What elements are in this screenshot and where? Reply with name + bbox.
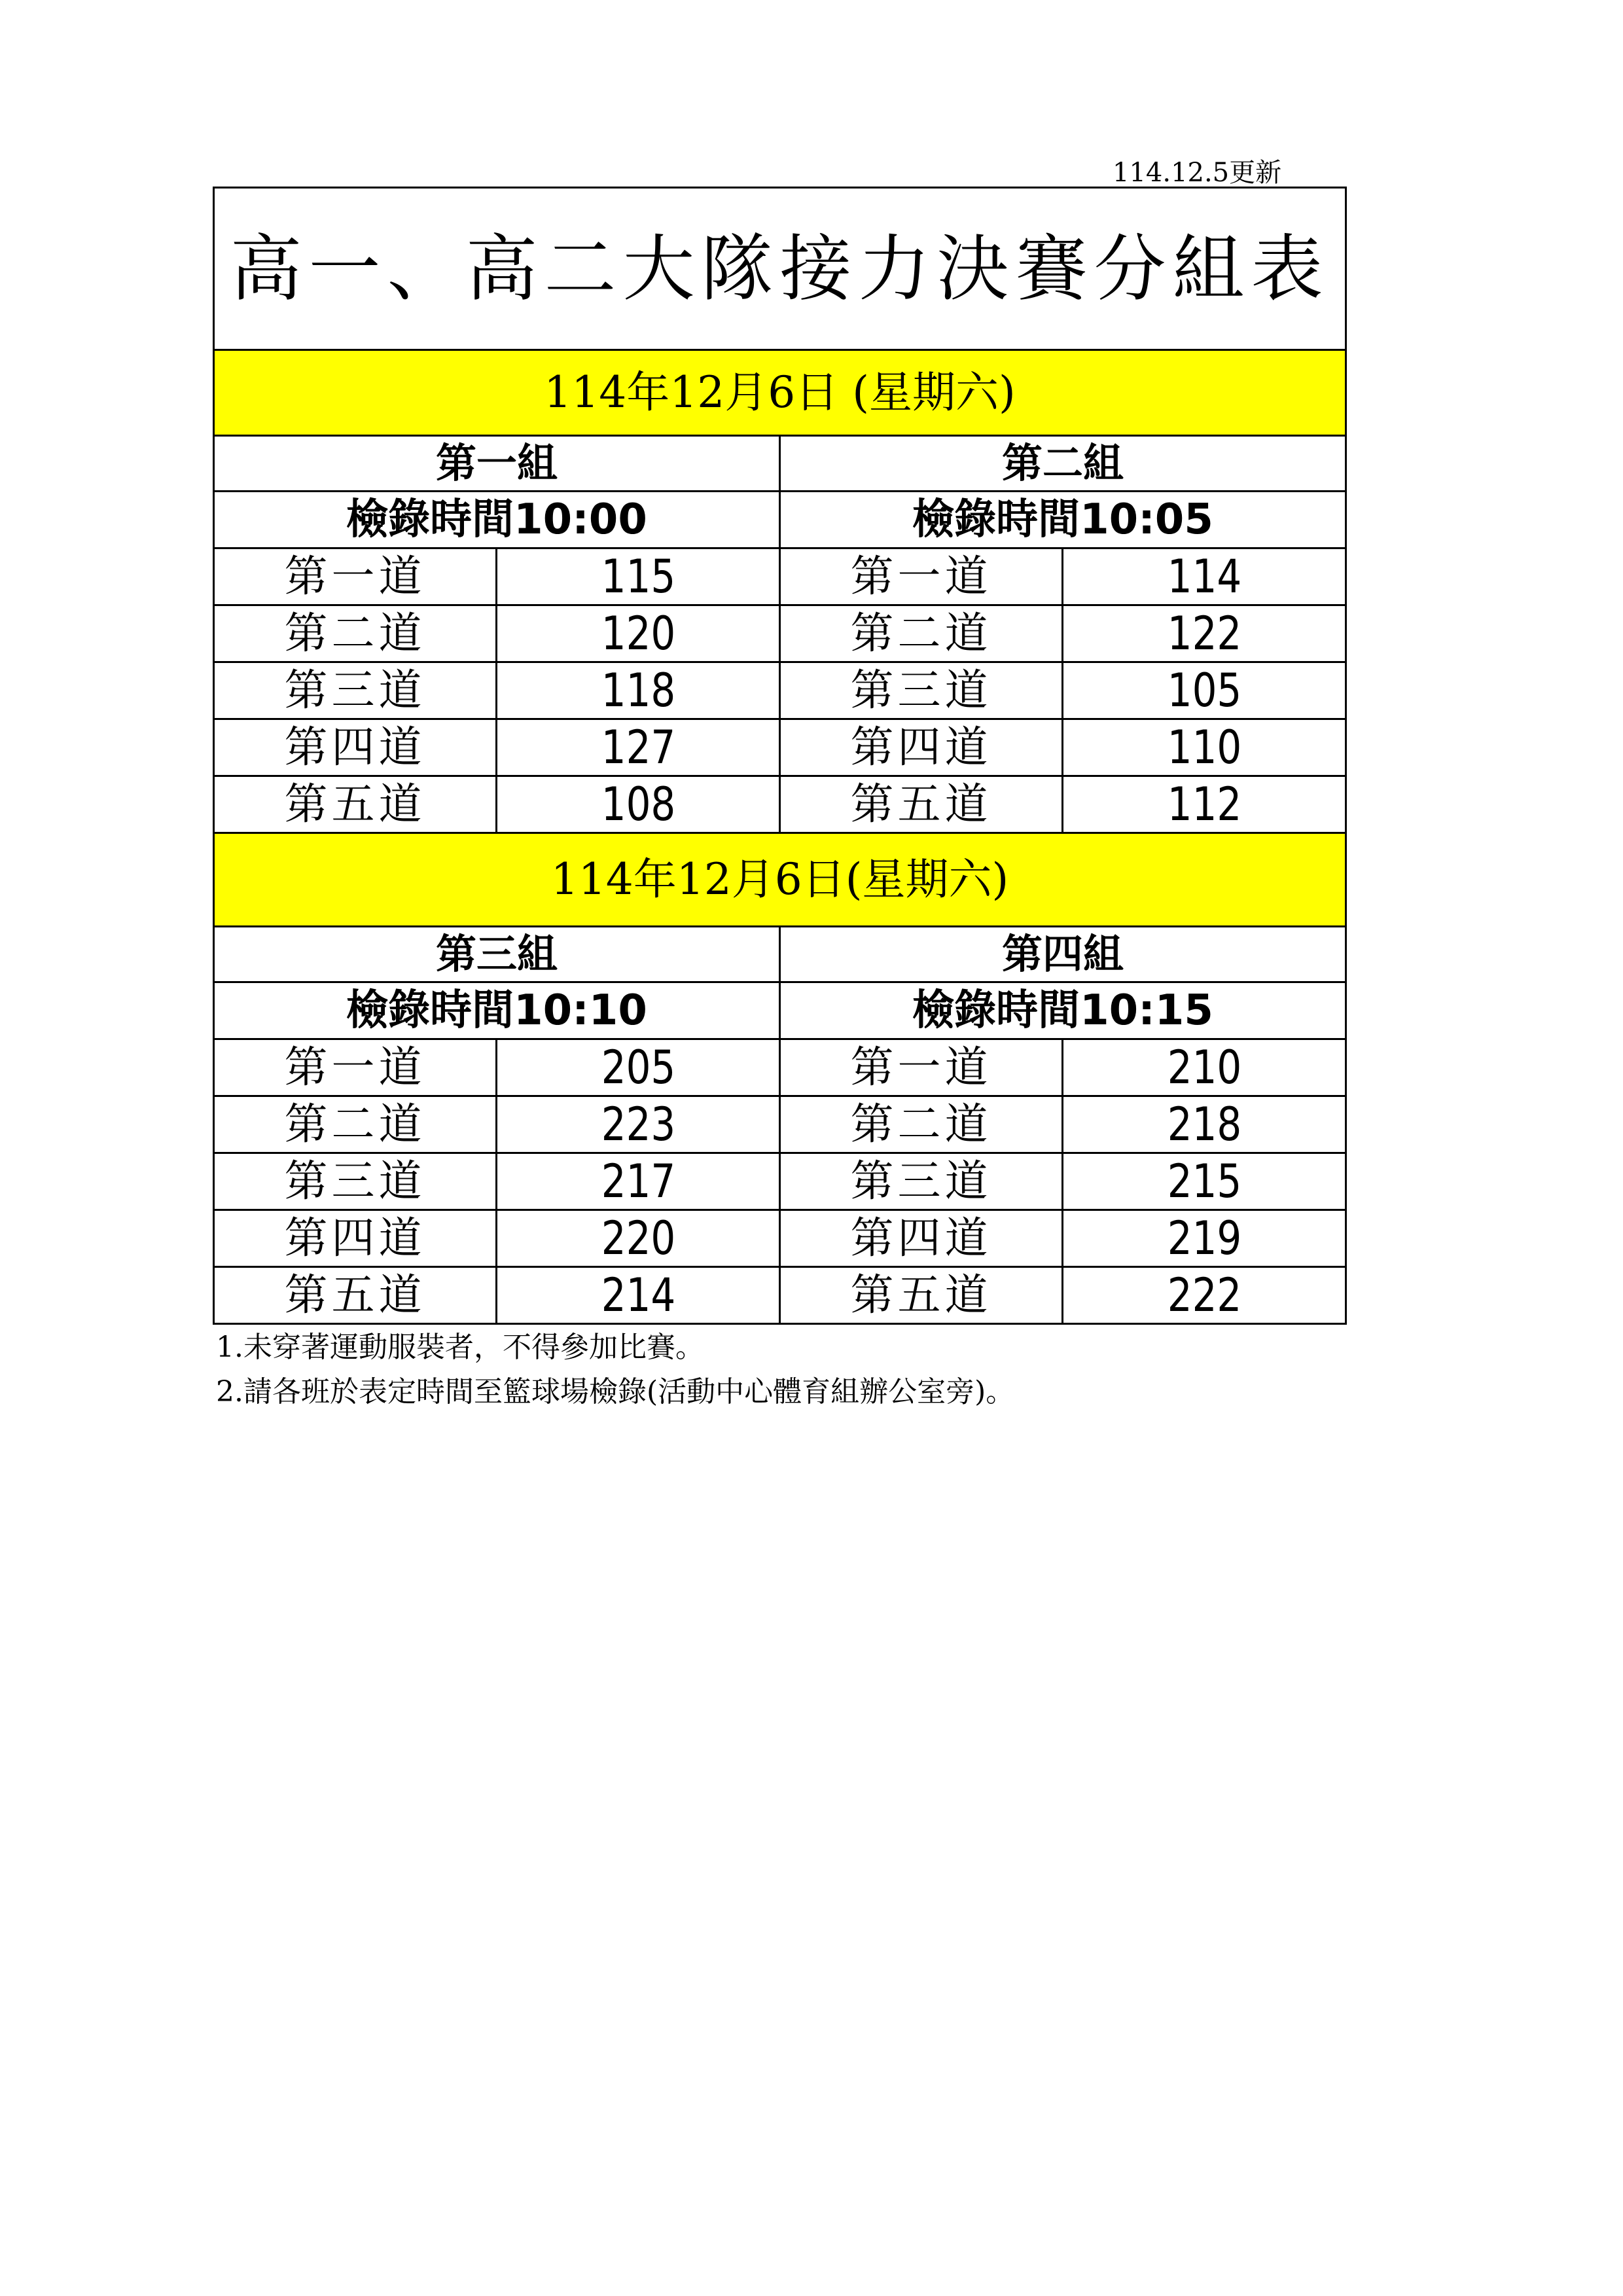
class-number: 218 [1084,1096,1325,1153]
lane-label: 第三道 [214,662,497,719]
relay-group-table [213,187,1347,1325]
class-number: 215 [1084,1153,1325,1210]
table-row [214,1153,1346,1210]
lane-label: 第三道 [780,662,1063,719]
section-date: 114年12月6日(星期六) [214,833,1346,927]
lane-label: 第二道 [214,1096,497,1153]
lane-label: 第一道 [214,1039,497,1096]
table-row [214,1039,1346,1096]
lane-label: 第一道 [780,1039,1063,1096]
checkin-time: 檢錄時間10:10 [214,982,780,1039]
table-row [214,1096,1346,1153]
table-row [214,605,1346,662]
class-number: 214 [518,1267,758,1324]
class-number: 220 [518,1210,758,1267]
class-number: 115 [518,548,758,605]
class-number: 127 [518,719,758,776]
lane-label: 第四道 [214,1210,497,1267]
table-row [214,1267,1346,1324]
note-item: 2.請各班於表定時間至籃球場檢錄(活動中心體育組辦公室旁)。 [216,1375,1015,1408]
checkin-time: 檢錄時間10:00 [214,492,780,548]
checkin-time: 檢錄時間10:05 [780,492,1346,548]
class-number: 112 [1084,776,1325,833]
lane-label: 第四道 [214,719,497,776]
group-name: 第四組 [780,927,1346,982]
group-name: 第二組 [780,436,1346,492]
lane-label: 第三道 [780,1153,1063,1210]
class-number: 222 [1084,1267,1325,1324]
lane-label: 第五道 [780,776,1063,833]
lane-label: 第四道 [780,1210,1063,1267]
lane-label: 第二道 [214,605,497,662]
notes [216,1325,1014,1414]
class-number: 122 [1084,605,1325,662]
update-date: 114.12.5更新 [1113,158,1282,188]
class-number: 118 [518,662,758,719]
lane-label: 第一道 [214,548,497,605]
class-number: 223 [518,1096,758,1153]
class-number: 108 [518,776,758,833]
lane-label: 第五道 [214,1267,497,1324]
table-row [214,776,1346,833]
class-number: 105 [1084,662,1325,719]
section-date: 114年12月6日 (星期六) [214,350,1346,436]
table-row [214,548,1346,605]
lane-label: 第二道 [780,605,1063,662]
lane-label: 第五道 [214,776,497,833]
group-name: 第一組 [214,436,780,492]
class-number: 120 [518,605,758,662]
checkin-time: 檢錄時間10:15 [780,982,1346,1039]
class-number: 217 [518,1153,758,1210]
table-row [214,1210,1346,1267]
class-number: 205 [518,1039,758,1096]
lane-label: 第二道 [780,1096,1063,1153]
group-name: 第三組 [214,927,780,982]
lane-label: 第三道 [214,1153,497,1210]
lane-label: 第四道 [780,719,1063,776]
table-row [214,662,1346,719]
lane-label: 第一道 [780,548,1063,605]
note-item: 1.未穿著運動服裝者，不得參加比賽。 [216,1331,704,1364]
class-number: 210 [1084,1039,1325,1096]
class-number: 219 [1084,1210,1325,1267]
lane-label: 第五道 [780,1267,1063,1324]
page-title: 高一、高二大隊接力決賽分組表 [214,188,1346,350]
class-number: 114 [1084,548,1325,605]
table-row [214,719,1346,776]
class-number: 110 [1084,719,1325,776]
